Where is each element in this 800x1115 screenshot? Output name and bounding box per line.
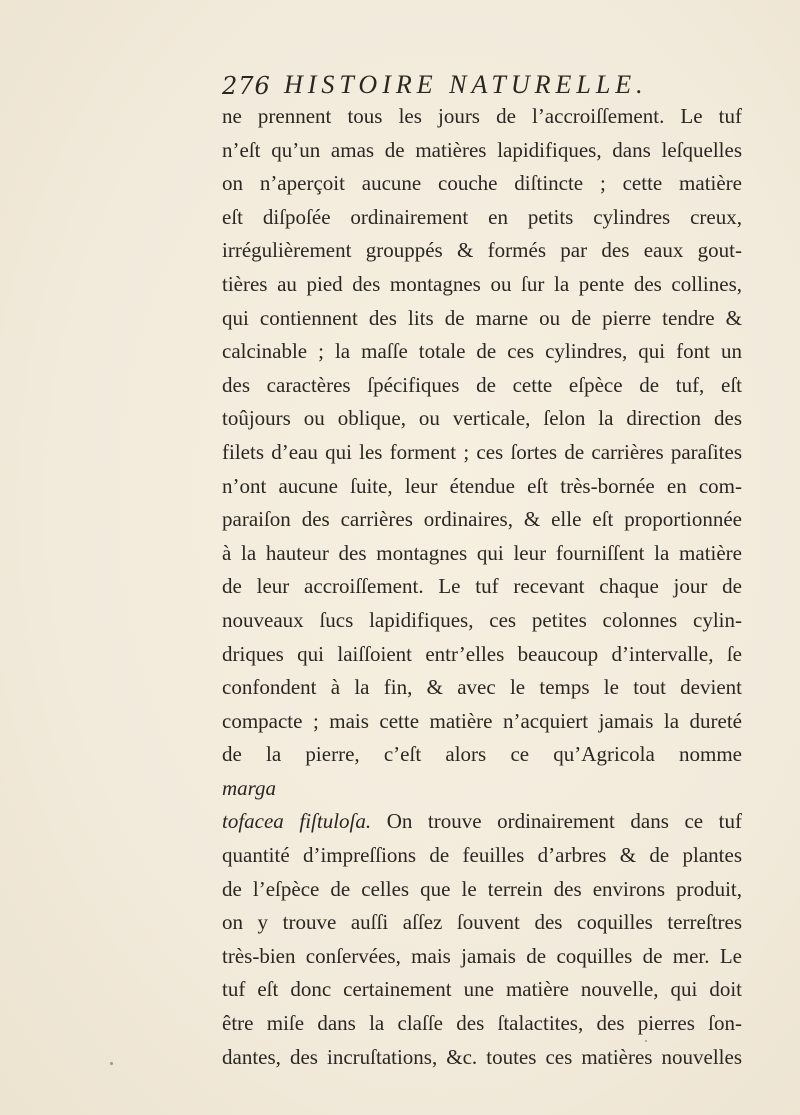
text-line: on n’aperçoit aucune couche diſtincte ; cette matière: [222, 171, 742, 196]
text-line: n’eſt qu’un amas de matières lapidifiques, dans leſquelles: [222, 137, 742, 162]
text-line: de leur accroiſſement. Le tuf recevant chaque jour de: [222, 574, 742, 599]
paper-speck: [645, 1040, 647, 1042]
text-line: dantes, des incruſtations, &c. toutes ces matières nouvelles: [222, 1044, 742, 1069]
text-line: n’ont aucune ſuite, leur étendue eſt très-bornée en com-: [222, 473, 742, 498]
running-title: HISTOIRE NATURELLE.: [284, 70, 648, 99]
text-line: on y trouve auſſi aſſez ſouvent des coquilles terreſtres: [222, 910, 742, 935]
text-line: très-bien conſervées, mais jamais de coquilles de mer. Le: [222, 943, 742, 968]
text-line: ne prennent tous les jours de l’accroiſſement. Le tuf: [222, 104, 742, 128]
body-text: [222, 100, 742, 1074]
text-line: de la pierre, c’eſt alors ce qu’Agricola nomme: [222, 742, 742, 767]
italic-term: marga: [222, 775, 277, 800]
text-line: de l’eſpèce de celles que le terrein des environs produit,: [222, 876, 742, 901]
text-line: à la hauteur des montagnes qui leur fourniſſent la matière: [222, 540, 742, 565]
text-line: des caractères ſpécifiques de cette eſpèce de tuf, eſt: [222, 372, 742, 397]
page-number: 276: [222, 72, 271, 100]
text-line: paraiſon des carrières ordinaires, & elle eſt proportionnée: [222, 507, 742, 532]
text-line-with-italics: [222, 805, 742, 839]
text-line: toûjours ou oblique, ou verticale, ſelon la direction des: [222, 406, 742, 431]
text-line: tières au pied des montagnes ou ſur la pente des collines,: [222, 271, 742, 296]
text-line: irrégulièrement grouppés & formés par des eaux gout-: [222, 238, 742, 263]
text-line: confondent à la fin, & avec le temps le tout devient: [222, 675, 742, 700]
text-line: eſt diſpoſée ordinairement en petits cylindres creux,: [222, 204, 742, 229]
text-line-with-italics: [222, 772, 742, 806]
italic-term: tofacea fiſtuloſa.: [222, 809, 372, 834]
text-line: être miſe dans la claſſe des ſtalactites, des pierres ſon-: [222, 1011, 742, 1036]
text-line: compacte ; mais cette matière n’acquiert jamais la dureté: [222, 708, 742, 733]
text-line: driques qui laiſſoient entr’elles beaucoup d’intervalle, ſe: [222, 641, 742, 666]
paper-speck: [110, 1062, 113, 1065]
text-line: nouveaux ſucs lapidifiques, ces petites colonnes cylin-: [222, 607, 742, 632]
text-fragment: On trouve ordinairement dans ce tuf: [386, 809, 742, 834]
text-line: calcinable ; la maſſe totale de ces cylindres, qui font un: [222, 339, 742, 364]
text-line: filets d’eau qui les forment ; ces ſortes de carrières paraſites: [222, 439, 742, 464]
text-line: quantité d’impreſſions de feuilles d’arbres & de plantes: [222, 843, 742, 868]
text-line: tuf eſt donc certainement une matière nouvelle, qui doit: [222, 977, 742, 1002]
text-line: qui contiennent des lits de marne ou de pierre tendre &: [222, 305, 742, 330]
